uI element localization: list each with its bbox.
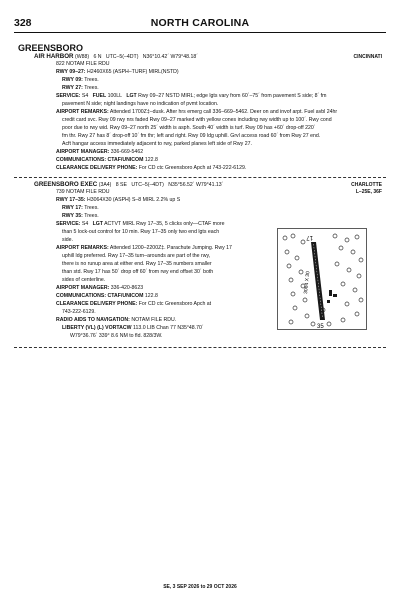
elevation-notam: 739 NOTAM FILE RDU — [56, 189, 110, 195]
runway-main-label: RWY 17–35: — [56, 197, 86, 203]
airport-ident: (3A4) — [98, 182, 112, 188]
chart-name: CHARLOTTE — [351, 182, 382, 188]
city-name: GREENSBORO — [18, 43, 84, 53]
remarks-line-1: uphill ldg preferred. Rwy 17–35 turn–arounds are part of the rwy, — [62, 253, 211, 259]
runway-dimension-label: 3064 X 30 — [303, 270, 312, 295]
remarks-line-3: fm thr. Rwy 27 has 8´ drop-off 10´ fm thr; left and right. Rwy 09 ldg uphill. Grvl access road 60´ from Rwy 27 end. — [62, 133, 321, 139]
section-divider — [14, 347, 386, 348]
footer-effective-dates: SE, 3 SEP 2026 to 29 OCT 2026 — [163, 584, 237, 590]
service-cont-1: side. — [62, 237, 73, 243]
lighting-text: ACTVT MIRL Rwy 17–35, 5 clicks only—CTAF more — [104, 221, 225, 227]
comms-freq: 122.8 — [144, 157, 158, 163]
comms-label: COMMUNICATIONS: CTAF/UNICOM — [56, 293, 144, 299]
clearance-label: CLEARANCE DELIVERY PHONE: — [56, 165, 138, 171]
airport-utc: UTC–5(–4DT) — [131, 182, 164, 188]
remarks-line-4: sides of centerline. — [62, 277, 106, 283]
section-divider — [14, 177, 386, 178]
vortac-label: LIBERTY (VL) (L) VORTACW — [62, 325, 132, 331]
runway-end-label: RWY 09: — [62, 77, 83, 83]
runway-end-17 — [62, 205, 99, 213]
clearance-cont: 743-222-6129. — [62, 309, 96, 315]
service-line — [56, 221, 225, 229]
runway-main-label: RWY 09–27: — [56, 69, 86, 75]
clearance-text: For CD ctc Greensboro Apch at — [138, 301, 212, 307]
chart-name: CINCINNATI — [353, 54, 382, 60]
remarks-label: AIRPORT REMARKS: — [56, 245, 109, 251]
airport-utc: UTC–5(–4DT) — [105, 54, 139, 60]
remarks-line-2: poor due to rwy wid. Rwy 09–27 north 25´ width is asph. South 40´ width is turf. Rwy 09 has +60´ drop-off 220´ — [62, 125, 316, 131]
manager-line — [56, 285, 143, 293]
comms-line — [56, 157, 158, 165]
runway-main — [56, 69, 179, 77]
vortac-line — [62, 325, 204, 333]
remarks-line-2: there is no runup area at either end. Rwy 17–35 numbers smaller — [62, 261, 212, 267]
clearance-line — [56, 301, 211, 309]
elevation-notam: 822 NOTAM FILE RDU — [56, 61, 110, 67]
airport-diagram — [277, 228, 367, 330]
state-title: NORTH CAROLINA — [150, 17, 250, 29]
airport-ident: (W88) — [74, 54, 90, 60]
remarks-line-1: credit card svc. Rwy 09 rwy nrs faded Rwy 09–27 marked with yellow cones including rwy width up to 100´. Rwy cond — [62, 117, 332, 123]
runway-end-text: Trees. — [84, 213, 99, 219]
service-cont-0: than 5 lock-out control for 10 min. Rwy 17–35 only two end lgts each — [62, 229, 220, 235]
comms-line — [56, 293, 158, 301]
service-label: SERVICE: — [56, 93, 81, 99]
lighting-text: Rwy 09–27 NSTD MIRL; edge lgts vary from 60´–75´ from pavement S side; 8´ fm — [138, 93, 327, 99]
page-number: 328 — [14, 17, 32, 29]
airport-coords: N36°10.42´ W79°48.18´ — [142, 54, 198, 60]
runway-end-text: Trees. — [84, 77, 99, 83]
comms-label: COMMUNICATIONS: CTAF/UNICOM — [56, 157, 144, 163]
airport-name: AIR HARBOR — [34, 53, 74, 60]
service-cont: pavement N side; night landings have no indication of pvmt location. — [62, 101, 219, 107]
comms-freq: 122.8 — [144, 293, 158, 299]
header-rule — [14, 32, 386, 33]
manager-phone: 336-420-8623 — [110, 285, 144, 291]
service-s: S4 — [81, 93, 89, 99]
runway-end-17-label: 17 — [306, 234, 313, 240]
runway-end-text: Trees. — [84, 205, 99, 211]
airport-name: GREENSBORO EXEC — [34, 181, 98, 188]
manager-line — [56, 149, 143, 157]
runway-main-desc: H2460X65 (ASPH–TURF) MIRL(NSTD) — [86, 69, 179, 75]
vortac-cont: W79°36.76´ 339° 8.6 NM to fld. 828/3W. — [70, 333, 163, 339]
clearance-line — [56, 165, 246, 173]
runway-end-label: RWY 27: — [62, 85, 83, 91]
fuel-label: FUEL — [92, 93, 107, 99]
runway-end-label: RWY 17: — [62, 205, 83, 211]
remarks-line-0 — [56, 109, 337, 117]
runway-main — [56, 197, 180, 205]
runway-end-09 — [62, 77, 99, 85]
chart-codes: L–25E, 36F — [355, 189, 382, 195]
clearance-label: CLEARANCE DELIVERY PHONE: — [56, 301, 138, 307]
remarks-label: AIRPORT REMARKS: — [56, 109, 109, 115]
manager-phone: 336-669-5462 — [110, 149, 144, 155]
runway-end-35 — [62, 213, 99, 221]
remarks-text: Attended 1200–2200Z‡. Parachute Jumping. Rwy 17 — [109, 245, 232, 251]
radio-aids-label: RADIO AIDS TO NAVIGATION: — [56, 317, 130, 323]
service-label: SERVICE: — [56, 221, 81, 227]
radio-aids-text: NOTAM FILE RDU. — [131, 317, 177, 323]
lighting-label: LGT — [126, 93, 137, 99]
remarks-line-4: Acft hangar access immediately adjacent to rwy, parked planes left side of Rwy 27. — [62, 141, 252, 147]
remarks-line-3: than std. Rwy 17 has 50´ drop off 60´ from rwy end offset 30´ both — [62, 269, 214, 275]
runway-main-desc: H3064X30 (ASPH) S–8 MIRL 2.2% up S — [86, 197, 181, 203]
runway-end-text: Trees. — [84, 85, 99, 91]
remarks-text: Attended 1700Z‡–dusk. After hrs emerg call 336–669–5462. Deer on and invof arpt. Fuel avbl 24hr — [109, 109, 338, 115]
airport-distance: 6 N — [93, 54, 102, 60]
runway-end-label: RWY 35: — [62, 213, 83, 219]
service-s: S4 — [81, 221, 89, 227]
runway-end-35-label: 35 — [317, 324, 324, 330]
airport-distance: 8 SE — [115, 182, 127, 188]
airport-coords: N35°56.52´ W79°41.13´ — [168, 182, 224, 188]
remarks-line-0 — [56, 245, 232, 253]
radio-aids-line — [56, 317, 176, 325]
lighting-label: LGT — [92, 221, 103, 227]
manager-label: AIRPORT MANAGER: — [56, 149, 110, 155]
manager-label: AIRPORT MANAGER: — [56, 285, 110, 291]
fuel-value: 100LL — [107, 93, 122, 99]
vortac-text: 113.0 LIB Chan 77 N35°48.70´ — [133, 325, 204, 331]
clearance-text: For CD ctc Greensboro Apch at 743-222-6129. — [138, 165, 247, 171]
runway-end-27 — [62, 85, 99, 93]
service-line — [56, 93, 326, 101]
